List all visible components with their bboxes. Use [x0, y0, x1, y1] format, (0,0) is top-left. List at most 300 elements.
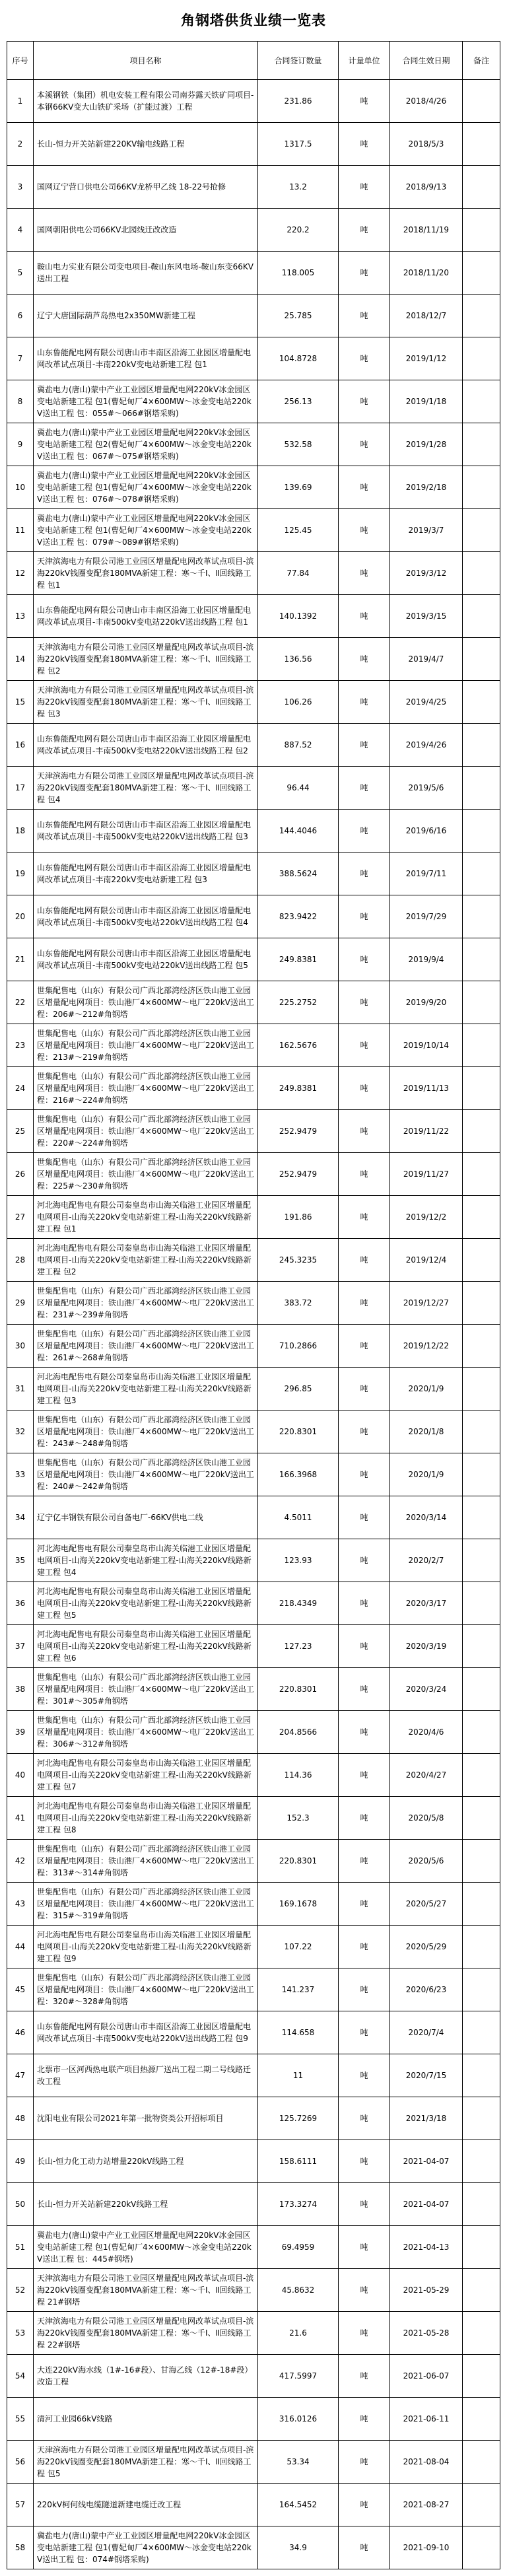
- remark-cell: [463, 767, 500, 810]
- table-row: [7, 1453, 500, 1496]
- project-name-cell: 天津滨海电力有限公司港工业园区增量配电网改革试点项目-滨海220kV钱圈变配套180MVA新建工程：寒～千Ⅰ、Ⅱ回线路工程 包3: [34, 681, 258, 724]
- contract-quantity-cell: 104.8728: [258, 337, 339, 380]
- effective-date-cell: 2019/9/4: [390, 938, 463, 981]
- effective-date-cell: 2020/5/8: [390, 1797, 463, 1840]
- table-header-row: [7, 42, 500, 80]
- contract-quantity-cell: 218.4349: [258, 1582, 339, 1625]
- table-row: [7, 123, 500, 166]
- row-number-cell: 29: [7, 1282, 34, 1325]
- table-row: [7, 767, 500, 810]
- unit-cell: 吨: [339, 380, 390, 423]
- effective-date-cell: 2021-06-11: [390, 2398, 463, 2441]
- effective-date-cell: 2019/1/18: [390, 380, 463, 423]
- unit-cell: 吨: [339, 2312, 390, 2355]
- table-row: [7, 209, 500, 252]
- row-number-cell: 2: [7, 123, 34, 166]
- table-row: [7, 1067, 500, 1110]
- remark-cell: [463, 1496, 500, 1539]
- contract-quantity-cell: 710.2866: [258, 1325, 339, 1368]
- remark-cell: [463, 295, 500, 337]
- project-name-cell: 山东鲁能配电网有限公司唐山市丰南区沿海工业园区增量配电网改革试点项目-丰南500kV变电站220kV送出线路工程 包2: [34, 724, 258, 767]
- remark-cell: [463, 853, 500, 895]
- effective-date-cell: 2020/3/14: [390, 1496, 463, 1539]
- contract-quantity-cell: 164.5452: [258, 2484, 339, 2526]
- remark-cell: [463, 2355, 500, 2398]
- row-number-cell: 43: [7, 1883, 34, 1926]
- effective-date-cell: 2020/1/9: [390, 1368, 463, 1410]
- effective-date-cell: 2019/6/16: [390, 810, 463, 853]
- table-row: [7, 724, 500, 767]
- project-name-cell: 世集配售电（山东）有限公司广西北部湾经济区铁山港工业园区增量配电网项目：铁山港厂4×600MW～电厂220kV送出工程：315#～319#角钢塔: [34, 1883, 258, 1926]
- project-name-cell: 鞍山电力实业有限公司变电项目-鞍山东风电场-鞍山东变66KV送出工程: [34, 252, 258, 295]
- row-number-cell: 47: [7, 2054, 34, 2097]
- table-row: [7, 595, 500, 638]
- remark-cell: [463, 1282, 500, 1325]
- remark-cell: [463, 1840, 500, 1883]
- contract-quantity-cell: 123.93: [258, 1539, 339, 1582]
- row-number-cell: 15: [7, 681, 34, 724]
- unit-cell: 吨: [339, 1239, 390, 1282]
- project-name-cell: 天津滨海电力有限公司港工业园区增量配电网改革试点项目-滨海220kV钱圈变配套180MVA新建工程：寒～千Ⅰ、Ⅱ回线路工程 包1: [34, 552, 258, 595]
- unit-cell: 吨: [339, 123, 390, 166]
- row-number-cell: 36: [7, 1582, 34, 1625]
- unit-cell: 吨: [339, 1926, 390, 1968]
- unit-cell: 吨: [339, 466, 390, 509]
- project-name-cell: 天津滨海电力有限公司港工业园区增量配电网改革试点项目-滨海220kV钱圈变配套180MVA新建工程：寒～千Ⅰ、Ⅱ回线路工程 包5: [34, 2441, 258, 2484]
- unit-cell: 吨: [339, 2097, 390, 2140]
- table-row: [7, 2183, 500, 2226]
- contract-quantity-cell: 256.13: [258, 380, 339, 423]
- remark-cell: [463, 2054, 500, 2097]
- table-row: [7, 1926, 500, 1968]
- effective-date-cell: 2018/5/3: [390, 123, 463, 166]
- row-number-cell: 34: [7, 1496, 34, 1539]
- remark-cell: [463, 2441, 500, 2484]
- header-project-name: 项目名称: [34, 42, 258, 80]
- effective-date-cell: 2020/1/9: [390, 1453, 463, 1496]
- table-row: [7, 337, 500, 380]
- row-number-cell: 21: [7, 938, 34, 981]
- table-row: [7, 2269, 500, 2312]
- unit-cell: 吨: [339, 166, 390, 209]
- unit-cell: 吨: [339, 1325, 390, 1368]
- project-name-cell: 山东鲁能配电网有限公司唐山市丰南区沿海工业园区增量配电网改革试点项目-丰南500kV变电站220kV送出线路工程 包4: [34, 895, 258, 938]
- contract-quantity-cell: 388.5624: [258, 853, 339, 895]
- remark-cell: [463, 1067, 500, 1110]
- row-number-cell: 3: [7, 166, 34, 209]
- unit-cell: 吨: [339, 80, 390, 123]
- effective-date-cell: 2020/4/6: [390, 1711, 463, 1754]
- unit-cell: 吨: [339, 1754, 390, 1797]
- row-number-cell: 53: [7, 2312, 34, 2355]
- table-row: [7, 295, 500, 337]
- project-name-cell: 世集配售电（山东）有限公司广西北部湾经济区铁山港工业园区增量配电网项目：铁山港厂4×600MW～电厂220kV送出工程：261#～268#角钢塔: [34, 1325, 258, 1368]
- remark-cell: [463, 1754, 500, 1797]
- header-remark: 备注: [463, 42, 500, 80]
- effective-date-cell: 2019/3/7: [390, 509, 463, 552]
- effective-date-cell: 2019/3/15: [390, 595, 463, 638]
- table-row: [7, 552, 500, 595]
- effective-date-cell: 2018/9/13: [390, 166, 463, 209]
- contract-quantity-cell: 4.5011: [258, 1496, 339, 1539]
- contract-quantity-cell: 162.5676: [258, 1024, 339, 1067]
- remark-cell: [463, 1153, 500, 1196]
- unit-cell: 吨: [339, 1496, 390, 1539]
- unit-cell: 吨: [339, 681, 390, 724]
- contract-quantity-cell: 245.3235: [258, 1239, 339, 1282]
- unit-cell: 吨: [339, 552, 390, 595]
- table-row: [7, 2226, 500, 2269]
- project-name-cell: 河北海电配售电有限公司秦皇岛市山海关临港工业园区增量配电网项目-山海关220kV变电站新建工程-山海关220kV线路新建工程 包8: [34, 1797, 258, 1840]
- row-number-cell: 25: [7, 1110, 34, 1153]
- contract-quantity-cell: 252.9479: [258, 1110, 339, 1153]
- table-row: [7, 1153, 500, 1196]
- remark-cell: [463, 209, 500, 252]
- project-name-cell: 辽宁亿丰钢铁有限公司自备电厂-66KV供电二线: [34, 1496, 258, 1539]
- unit-cell: 吨: [339, 1196, 390, 1239]
- remark-cell: [463, 681, 500, 724]
- contract-quantity-cell: 11: [258, 2054, 339, 2097]
- remark-cell: [463, 2398, 500, 2441]
- row-number-cell: 28: [7, 1239, 34, 1282]
- remark-cell: [463, 2526, 500, 2569]
- project-name-cell: 冀盐电力(唐山)蒙中产业工业园区增量配电网220kV冰金园区变电站新建工程 包1(曹妃甸厂4×600MW～冰金变电站220kV送出工程 包：076#～078#钢塔采购): [34, 466, 258, 509]
- unit-cell: 吨: [339, 853, 390, 895]
- table-row: [7, 2140, 500, 2183]
- row-number-cell: 38: [7, 1668, 34, 1711]
- project-name-cell: 长山-恒力化工动力站增量220kV线路工程: [34, 2140, 258, 2183]
- project-name-cell: 河北海电配售电有限公司秦皇岛市山海关临港工业园区增量配电网项目-山海关220kV变电站新建工程-山海关220kV线路新建工程 包7: [34, 1754, 258, 1797]
- row-number-cell: 4: [7, 209, 34, 252]
- project-name-cell: 世集配售电（山东）有限公司广西北部湾经济区铁山港工业园区增量配电网项目：铁山港厂4×600MW～电厂220kV送出工程：220#～224#角钢塔: [34, 1110, 258, 1153]
- table-row: [7, 509, 500, 552]
- project-name-cell: 世集配售电（山东）有限公司广西北部湾经济区铁山港工业园区增量配电网项目：铁山港厂4×600MW～电厂220kV送出工程：225#～230#角钢塔: [34, 1153, 258, 1196]
- project-name-cell: 220kV柯何线电缆隧道新建电缆迁改工程: [34, 2484, 258, 2526]
- row-number-cell: 19: [7, 853, 34, 895]
- contract-quantity-cell: 249.8381: [258, 938, 339, 981]
- unit-cell: 吨: [339, 810, 390, 853]
- table-row: [7, 2398, 500, 2441]
- effective-date-cell: 2020/7/4: [390, 2011, 463, 2054]
- row-number-cell: 33: [7, 1453, 34, 1496]
- table-row: [7, 1196, 500, 1239]
- project-name-cell: 世集配售电（山东）有限公司广西北部湾经济区铁山港工业园区增量配电网项目：铁山港厂4×600MW～电厂220kV送出工程：213#～219#角钢塔: [34, 1024, 258, 1067]
- effective-date-cell: 2021-04-07: [390, 2183, 463, 2226]
- unit-cell: 吨: [339, 1582, 390, 1625]
- table-row: [7, 1496, 500, 1539]
- effective-date-cell: 2019/4/25: [390, 681, 463, 724]
- contract-quantity-cell: 127.23: [258, 1625, 339, 1668]
- unit-cell: 吨: [339, 2441, 390, 2484]
- table-row: [7, 2011, 500, 2054]
- unit-cell: 吨: [339, 1840, 390, 1883]
- unit-cell: 吨: [339, 2526, 390, 2569]
- contract-quantity-cell: 823.9422: [258, 895, 339, 938]
- table-row: [7, 2054, 500, 2097]
- remark-cell: [463, 2312, 500, 2355]
- contract-quantity-cell: 125.45: [258, 509, 339, 552]
- project-name-cell: 河北海电配售电有限公司秦皇岛市山海关临港工业园区增量配电网项目-山海关220kV变电站新建工程-山海关220kV线路新建工程 包2: [34, 1239, 258, 1282]
- effective-date-cell: 2019/11/13: [390, 1067, 463, 1110]
- project-name-cell: 国网朝阳供电公司66KV北园线迁改改造: [34, 209, 258, 252]
- project-name-cell: 世集配售电（山东）有限公司广西北部湾经济区铁山港工业园区增量配电网项目：铁山港厂4×600MW～电厂220kV送出工程：216#～224#角钢塔: [34, 1067, 258, 1110]
- project-name-cell: 河北海电配售电有限公司秦皇岛市山海关临港工业园区增量配电网项目-山海关220kV变电站新建工程-山海关220kV线路新建工程 包6: [34, 1625, 258, 1668]
- remark-cell: [463, 1024, 500, 1067]
- page-title: 角钢塔供货业绩一览表: [181, 12, 326, 28]
- contract-quantity-cell: 77.84: [258, 552, 339, 595]
- table-row: [7, 1582, 500, 1625]
- remark-cell: [463, 1625, 500, 1668]
- remark-cell: [463, 2011, 500, 2054]
- table-row: [7, 1668, 500, 1711]
- effective-date-cell: 2019/5/6: [390, 767, 463, 810]
- row-number-cell: 27: [7, 1196, 34, 1239]
- remark-cell: [463, 252, 500, 295]
- table-row: [7, 1024, 500, 1067]
- effective-date-cell: 2021-06-07: [390, 2355, 463, 2398]
- contract-quantity-cell: 887.52: [258, 724, 339, 767]
- row-number-cell: 56: [7, 2441, 34, 2484]
- table-row: [7, 638, 500, 681]
- row-number-cell: 18: [7, 810, 34, 853]
- remark-cell: [463, 1196, 500, 1239]
- effective-date-cell: 2021-05-28: [390, 2312, 463, 2355]
- effective-date-cell: 2020/5/27: [390, 1883, 463, 1926]
- effective-date-cell: 2019/12/27: [390, 1282, 463, 1325]
- contract-quantity-cell: 166.3968: [258, 1453, 339, 1496]
- row-number-cell: 44: [7, 1926, 34, 1968]
- table-row: [7, 252, 500, 295]
- unit-cell: 吨: [339, 1453, 390, 1496]
- table-row: [7, 1711, 500, 1754]
- remark-cell: [463, 1239, 500, 1282]
- row-number-cell: 51: [7, 2226, 34, 2269]
- row-number-cell: 48: [7, 2097, 34, 2140]
- contract-quantity-cell: 53.34: [258, 2441, 339, 2484]
- table-row: [7, 938, 500, 981]
- effective-date-cell: 2021-04-07: [390, 2140, 463, 2183]
- table-row: [7, 1368, 500, 1410]
- table-row: [7, 981, 500, 1024]
- project-name-cell: 世集配售电（山东）有限公司广西北部湾经济区铁山港工业园区增量配电网项目：铁山港厂4×600MW～电厂220kV送出工程：231#～239#角钢塔: [34, 1282, 258, 1325]
- remark-cell: [463, 1926, 500, 1968]
- project-name-cell: 河北海电配售电有限公司秦皇岛市山海关临港工业园区增量配电网项目-山海关220kV变电站新建工程-山海关220kV线路新建工程 包1: [34, 1196, 258, 1239]
- row-number-cell: 32: [7, 1410, 34, 1453]
- project-name-cell: 山东鲁能配电网有限公司唐山市丰南区沿海工业园区增量配电网改革试点项目-丰南500kV变电站220kV送出线路工程 包9: [34, 2011, 258, 2054]
- project-name-cell: 冀盐电力(唐山)蒙中产业工业园区增量配电网220kV冰金园区变电站新建工程 包2(曹妃甸厂4×600MW～冰金变电站220kV送出工程 包：067#～075#钢塔采购): [34, 423, 258, 466]
- effective-date-cell: 2020/3/24: [390, 1668, 463, 1711]
- remark-cell: [463, 123, 500, 166]
- remark-cell: [463, 466, 500, 509]
- unit-cell: 吨: [339, 252, 390, 295]
- effective-date-cell: 2019/10/14: [390, 1024, 463, 1067]
- project-name-cell: 北票市一区河西热电联产项目热源厂送出工程二期二号线路迁改工程: [34, 2054, 258, 2097]
- unit-cell: 吨: [339, 1797, 390, 1840]
- project-name-cell: 河北海电配售电有限公司秦皇岛市山海关临港工业园区增量配电网项目-山海关220kV变电站新建工程-山海关220kV线路新建工程 包4: [34, 1539, 258, 1582]
- project-name-cell: 冀盐电力(唐山)蒙中产业工业园区增量配电网220kV冰金园区变电站新建工程 包1(曹妃甸厂4×600MW～冰金变电站220kV送出工程 包：074#钢塔采购): [34, 2526, 258, 2569]
- contract-quantity-cell: 383.72: [258, 1282, 339, 1325]
- project-name-cell: 山东鲁能配电网有限公司唐山市丰南区沿海工业园区增量配电网改革试点项目-丰南220kV变电站新建工程 包3: [34, 853, 258, 895]
- contract-quantity-cell: 152.3: [258, 1797, 339, 1840]
- row-number-cell: 54: [7, 2355, 34, 2398]
- remark-cell: [463, 1968, 500, 2011]
- unit-cell: 吨: [339, 209, 390, 252]
- contract-quantity-cell: 125.7269: [258, 2097, 339, 2140]
- project-name-cell: 天津滨海电力有限公司港工业园区增量配电网改革试点项目-滨海220kV钱圈变配套180MVA新建工程：寒～千Ⅰ、Ⅱ回线路工程 包2: [34, 638, 258, 681]
- contract-quantity-cell: 316.0126: [258, 2398, 339, 2441]
- row-number-cell: 13: [7, 595, 34, 638]
- unit-cell: 吨: [339, 337, 390, 380]
- contract-quantity-cell: 25.785: [258, 295, 339, 337]
- table-row: [7, 1883, 500, 1926]
- row-number-cell: 8: [7, 380, 34, 423]
- unit-cell: 吨: [339, 2140, 390, 2183]
- remark-cell: [463, 1110, 500, 1153]
- project-name-cell: 天津滨海电力有限公司港工业园区增量配电网改革试点项目-滨海220kV钱圈变配套180MVA新建工程：寒～千Ⅰ、Ⅱ回线路工程 21#钢塔: [34, 2269, 258, 2312]
- effective-date-cell: 2019/12/4: [390, 1239, 463, 1282]
- contract-quantity-cell: 296.85: [258, 1368, 339, 1410]
- effective-date-cell: 2018/12/7: [390, 295, 463, 337]
- table-row: [7, 2484, 500, 2526]
- contract-quantity-cell: 191.86: [258, 1196, 339, 1239]
- row-number-cell: 55: [7, 2398, 34, 2441]
- effective-date-cell: 2021-08-04: [390, 2441, 463, 2484]
- row-number-cell: 11: [7, 509, 34, 552]
- effective-date-cell: 2019/2/18: [390, 466, 463, 509]
- remark-cell: [463, 595, 500, 638]
- row-number-cell: 40: [7, 1754, 34, 1797]
- row-number-cell: 1: [7, 80, 34, 123]
- unit-cell: 吨: [339, 1282, 390, 1325]
- remark-cell: [463, 1668, 500, 1711]
- remark-cell: [463, 2097, 500, 2140]
- contract-quantity-cell: 204.8566: [258, 1711, 339, 1754]
- effective-date-cell: 2021/3/18: [390, 2097, 463, 2140]
- table-row: [7, 810, 500, 853]
- effective-date-cell: 2019/1/28: [390, 423, 463, 466]
- project-name-cell: 河北海电配售电有限公司秦皇岛市山海关临港工业园区增量配电网项目-山海关220kV变电站新建工程-山海关220kV线路新建工程 包3: [34, 1368, 258, 1410]
- table-row: [7, 1968, 500, 2011]
- unit-cell: 吨: [339, 2355, 390, 2398]
- table-row: [7, 1239, 500, 1282]
- unit-cell: 吨: [339, 2183, 390, 2226]
- remark-cell: [463, 380, 500, 423]
- unit-cell: 吨: [339, 1625, 390, 1668]
- project-name-cell: 沈阳电业有限公司2021年第一批物资类公开招标项目: [34, 2097, 258, 2140]
- row-number-cell: 45: [7, 1968, 34, 2011]
- contract-quantity-cell: 252.9479: [258, 1153, 339, 1196]
- performance-table: [7, 41, 500, 2569]
- contract-quantity-cell: 532.58: [258, 423, 339, 466]
- table-row: [7, 423, 500, 466]
- contract-quantity-cell: 1317.5: [258, 123, 339, 166]
- row-number-cell: 42: [7, 1840, 34, 1883]
- remark-cell: [463, 2226, 500, 2269]
- remark-cell: [463, 423, 500, 466]
- row-number-cell: 6: [7, 295, 34, 337]
- unit-cell: 吨: [339, 938, 390, 981]
- project-name-cell: 河北海电配售电有限公司秦皇岛市山海关临港工业园区增量配电网项目-山海关220kV变电站新建工程-山海关220kV线路新建工程 包5: [34, 1582, 258, 1625]
- project-name-cell: 辽宁大唐国际葫芦岛热电2x350MW新建工程: [34, 295, 258, 337]
- row-number-cell: 12: [7, 552, 34, 595]
- row-number-cell: 26: [7, 1153, 34, 1196]
- unit-cell: 吨: [339, 2484, 390, 2526]
- remark-cell: [463, 2269, 500, 2312]
- table-row: [7, 1539, 500, 1582]
- project-name-cell: 世集配售电（山东）有限公司广西北部湾经济区铁山港工业园区增量配电网项目：铁山港厂4×600MW～电厂220kV送出工程：313#～314#角钢塔: [34, 1840, 258, 1883]
- project-name-cell: 山东鲁能配电网有限公司唐山市丰南区沿海工业园区增量配电网改革试点项目-丰南220kV变电站新建工程 包1: [34, 337, 258, 380]
- effective-date-cell: 2018/11/19: [390, 209, 463, 252]
- effective-date-cell: 2019/12/2: [390, 1196, 463, 1239]
- table-row: [7, 380, 500, 423]
- table-row: [7, 2526, 500, 2569]
- unit-cell: 吨: [339, 2054, 390, 2097]
- row-number-cell: 16: [7, 724, 34, 767]
- table-row: [7, 853, 500, 895]
- project-name-cell: 世集配售电（山东）有限公司广西北部湾经济区铁山港工业园区增量配电网项目：铁山港厂4×600MW～电厂220kV送出工程：301#～305#角钢塔: [34, 1668, 258, 1711]
- table-row: [7, 1754, 500, 1797]
- row-number-cell: 14: [7, 638, 34, 681]
- row-number-cell: 35: [7, 1539, 34, 1582]
- project-name-cell: 世集配售电（山东）有限公司广西北部湾经济区铁山港工业园区增量配电网项目：铁山港厂4×600MW～电厂220kV送出工程：320#～328#角钢塔: [34, 1968, 258, 2011]
- project-name-cell: 世集配售电（山东）有限公司广西北部湾经济区铁山港工业园区增量配电网项目：铁山港厂4×600MW～电厂220kV送出工程：206#～212#角钢塔: [34, 981, 258, 1024]
- project-name-cell: 河北海电配售电有限公司秦皇岛市山海关临港工业园区增量配电网项目-山海关220kV变电站新建工程-山海关220kV线路新建工程 包9: [34, 1926, 258, 1968]
- header-contract-quantity: 合同签订数量: [258, 42, 339, 80]
- project-name-cell: 山东鲁能配电网有限公司唐山市丰南区沿海工业园区增量配电网改革试点项目-丰南500kV变电站220kV送出线路工程 包1: [34, 595, 258, 638]
- contract-quantity-cell: 13.2: [258, 166, 339, 209]
- effective-date-cell: 2019/7/11: [390, 853, 463, 895]
- remark-cell: [463, 1582, 500, 1625]
- remark-cell: [463, 1711, 500, 1754]
- contract-quantity-cell: 141.237: [258, 1968, 339, 2011]
- remark-cell: [463, 1797, 500, 1840]
- unit-cell: 吨: [339, 895, 390, 938]
- contract-quantity-cell: 220.8301: [258, 1840, 339, 1883]
- row-number-cell: 30: [7, 1325, 34, 1368]
- row-number-cell: 49: [7, 2140, 34, 2183]
- unit-cell: 吨: [339, 423, 390, 466]
- contract-quantity-cell: 34.9: [258, 2526, 339, 2569]
- remark-cell: [463, 938, 500, 981]
- table-row: [7, 1325, 500, 1368]
- unit-cell: 吨: [339, 1067, 390, 1110]
- contract-quantity-cell: 220.8301: [258, 1668, 339, 1711]
- unit-cell: 吨: [339, 767, 390, 810]
- project-name-cell: 国网辽宁营口供电公司66KV龙桥甲乙线 18-22号抢修: [34, 166, 258, 209]
- row-number-cell: 37: [7, 1625, 34, 1668]
- project-name-cell: 世集配售电（山东）有限公司广西北部湾经济区铁山港工业园区增量配电网项目：铁山港厂4×600MW～电厂220kV送出工程：306#～312#角钢塔: [34, 1711, 258, 1754]
- contract-quantity-cell: 114.36: [258, 1754, 339, 1797]
- row-number-cell: 31: [7, 1368, 34, 1410]
- contract-quantity-cell: 249.8381: [258, 1067, 339, 1110]
- unit-cell: 吨: [339, 1711, 390, 1754]
- effective-date-cell: 2020/1/8: [390, 1410, 463, 1453]
- project-name-cell: 冀盐电力(唐山)蒙中产业工业园区增量配电网220kV冰金园区变电站新建工程 包1(曹妃甸厂4×600MW～冰金变电站220kV送出工程 包：445#钢塔): [34, 2226, 258, 2269]
- contract-quantity-cell: 118.005: [258, 252, 339, 295]
- contract-quantity-cell: 231.86: [258, 80, 339, 123]
- effective-date-cell: 2019/7/29: [390, 895, 463, 938]
- contract-quantity-cell: 220.2: [258, 209, 339, 252]
- row-number-cell: 46: [7, 2011, 34, 2054]
- header-serial-number: 序号: [7, 42, 34, 80]
- unit-cell: 吨: [339, 1968, 390, 2011]
- row-number-cell: 52: [7, 2269, 34, 2312]
- effective-date-cell: 2020/2/7: [390, 1539, 463, 1582]
- row-number-cell: 58: [7, 2526, 34, 2569]
- contract-quantity-cell: 173.3274: [258, 2183, 339, 2226]
- project-name-cell: 山东鲁能配电网有限公司唐山市丰南区沿海工业园区增量配电网改革试点项目-丰南500kV变电站220kV送出线路工程 包5: [34, 938, 258, 981]
- contract-quantity-cell: 136.56: [258, 638, 339, 681]
